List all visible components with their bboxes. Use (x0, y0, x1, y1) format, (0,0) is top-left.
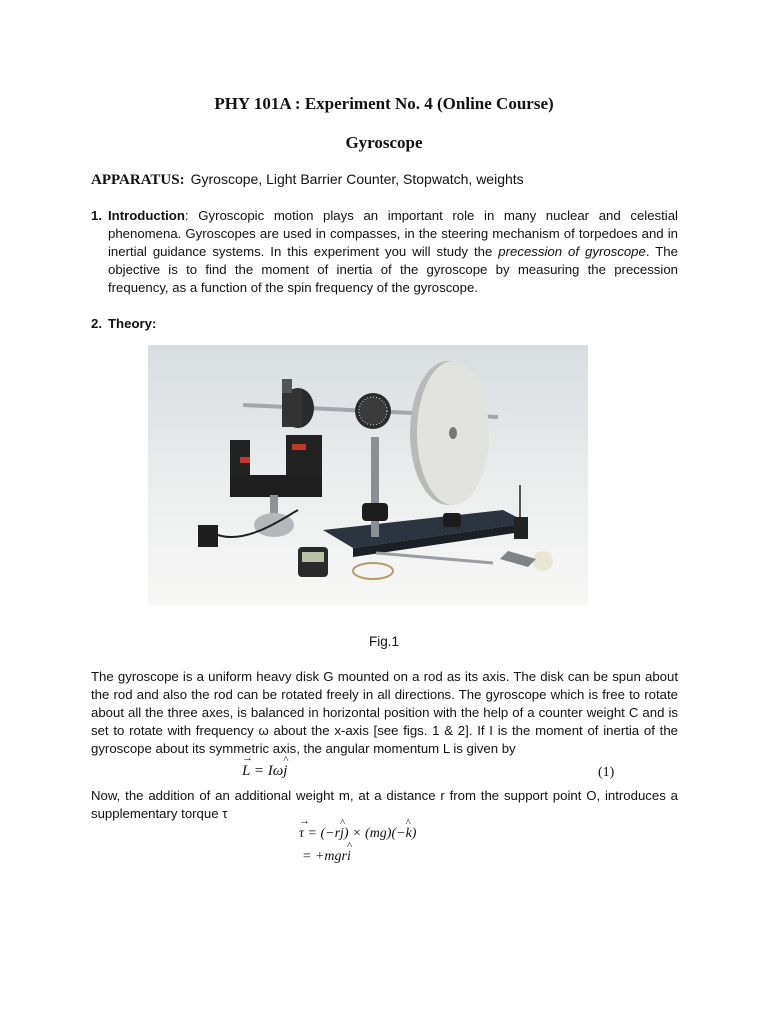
introduction-heading: Introduction (108, 208, 185, 223)
vector-tau: → τ (299, 826, 304, 841)
unit-vector-j-2: ^ j (340, 826, 344, 841)
power-adapter (198, 525, 218, 547)
apparatus-text: Gyroscope, Light Barrier Counter, Stopwatch, weights (190, 171, 524, 187)
introduction-emphasis: precession of gyroscope (498, 244, 646, 259)
equation-1-number: (1) (598, 765, 615, 780)
paragraph-torque: Now, the addition of an additional weight m, at a distance r from the support point O, introduces a supplementary torque τ (91, 788, 678, 821)
theory-section (91, 315, 678, 333)
figure-caption: Fig.1 (368, 634, 399, 649)
unit-vector-k: ^ k (406, 826, 412, 841)
unit-vector-i: ^ i (347, 849, 351, 864)
theory-heading: Theory: (108, 316, 157, 331)
equation-2-middle: = (−r (304, 826, 341, 841)
introduction-number: 1. (91, 208, 102, 223)
paragraph-gyroscope-description: The gyroscope is a uniform heavy disk G mounted on a rod as its axis. The disk can be spun about the rod and also the rod can be rotated freely in all directions. The gyroscope which is free to rotate about all the three axes, is balanced in horizontal position with the help of a counter weight C and is set to rotate with frequency ω about the x-axis [see figs. 1 & 2]. If I is the moment of inertia of the gyroscope about its symmetric axis, the angular momentum L is given by (91, 669, 678, 756)
equation-3-text: = +mgr (302, 849, 347, 864)
weight-block (514, 517, 528, 539)
equation-2 (299, 826, 416, 842)
apparatus-line (91, 171, 524, 189)
unit-vector-j: ^ j (283, 763, 287, 779)
spare-rod (376, 553, 493, 563)
equation-2-rest: ) × (mg)(− (343, 826, 406, 841)
cable-loop (353, 563, 393, 579)
introduction-text-before: : Gyroscopic motion plays an important role in many nuclear and celestial phenomena. Gyroscopes are used in compasses, in the steering mechanism of torpedoes and in inertial guidance systems. In this experiment you will study the (108, 208, 678, 259)
stand-pillar (371, 437, 379, 537)
equation-2-end: ) (411, 826, 417, 841)
page-subtitle: Gyroscope (345, 133, 423, 152)
page-title: PHY 101A : Experiment No. 4 (Online Course) (214, 94, 554, 113)
gyroscope-apparatus-photo (148, 345, 588, 605)
bulb (533, 551, 553, 571)
vector-l: → L (242, 763, 250, 779)
gyroscope-illustration (148, 345, 588, 605)
equation-3 (302, 849, 351, 865)
apparatus-label: APPARATUS: (91, 172, 185, 188)
introduction-section (91, 207, 678, 297)
introduction-body (108, 207, 678, 297)
theory-number: 2. (91, 316, 102, 331)
introduction-text-after: . The objective is to find the moment of inertia of the gyroscope by measuring the precession frequency, as a function of the spin frequency of the gyroscope. (108, 244, 678, 295)
equation-1-rhs: = Iω (250, 763, 284, 779)
equation-1 (242, 763, 287, 780)
